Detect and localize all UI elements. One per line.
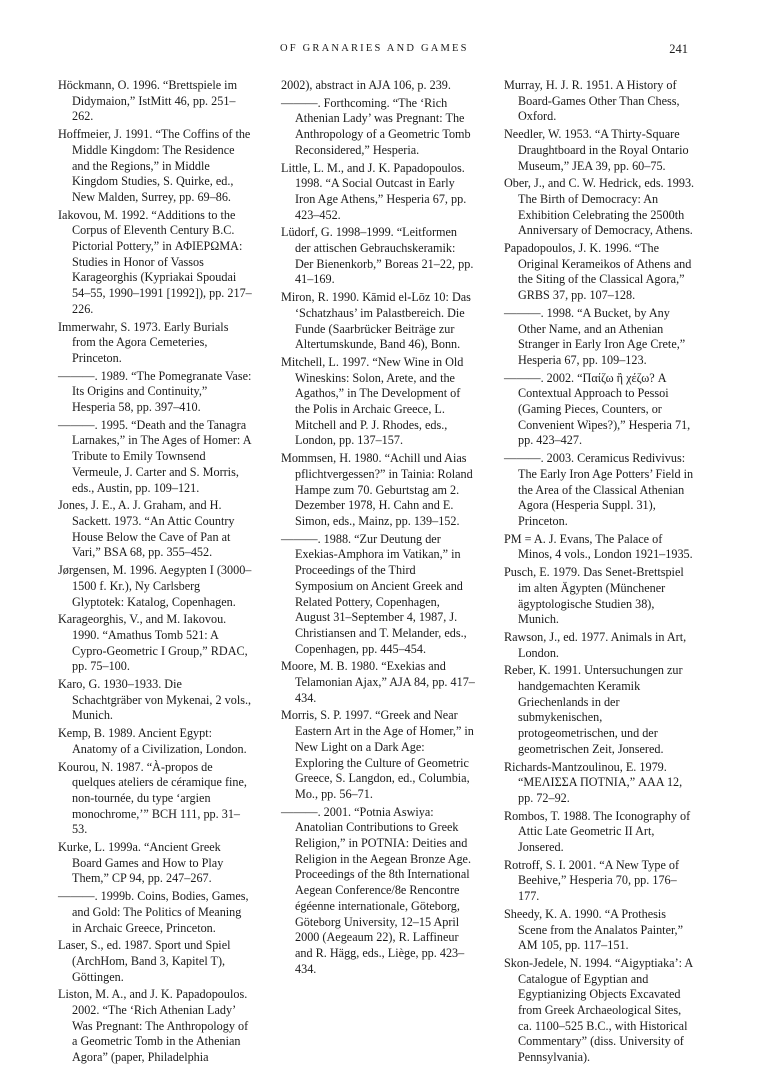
bib-entry: Immerwahr, S. 1973. Early Burials from the Agora Cemeteries, Princeton. <box>58 319 229 365</box>
bib-entry: ———. 2001. “Potnia Aswiya: Anatolian Contributions to Greek Religion,” in POTNIA: Deities and Religion in the Aegean Bronze Age. Proceedings of the 8th International Aegean Conference/8e Rencontre égéenne internationale, Göteborg, Göteborg University, 12–15 April 2000 (Aegeaum 22), R. Laffineur and R. Hägg, eds., Liège, pp. 423–434. <box>281 804 471 976</box>
bib-entry: ———. 1998. “A Bucket, by Any Other Name, and an Athenian Stranger in Early Iron Age Crete,” Hesperia 67, pp. 109–123. <box>504 305 686 367</box>
bib-entry: Rawson, J., ed. 1977. Animals in Art, London. <box>504 629 687 660</box>
bib-entry: Karageorghis, V., and M. Iakovou. 1990. “Amathus Tomb 521: A Cypro-Geometric I Group,” RDAC, pp. 75–100. <box>58 612 248 674</box>
bib-entry: ———. 1999b. Coins, Bodies, Games, and Gold: The Politics of Meaning in Archaic Greece, Princeton. <box>58 889 249 935</box>
bib-entry: Jørgensen, M. 1996. Aegypten I (3000–1500 f. Kr.), Ny Carlsberg Glyptotek: Katalog, Copenhagen. <box>58 563 252 609</box>
bib-entry: Rombos, T. 1988. The Iconography of Attic Late Geometric II Art, Jonsered. <box>504 808 691 855</box>
bib-entry: Reber, K. 1991. Untersuchungen zur handgemachten Keramik Griechenlands in der submykenischen, protogeometrischen, und der geometrischen Zeit, Jonsered. <box>504 663 683 756</box>
bib-entry: Little, L. M., and J. K. Papadopoulos. 1998. “A Social Outcast in Early Iron Age Athens,” Hesperia 67, pp. 423–452. <box>281 160 467 222</box>
page-number: 241 <box>669 42 688 56</box>
bib-entry: Jones, J. E., A. J. Graham, and H. Sackett. 1973. “An Attic Country House Below the Cave of Pan at Vari,” BSA 68, pp. 355–452. <box>58 498 235 560</box>
bib-entry: ———. Forthcoming. “The ‘Rich Athenian Lady’ was Pregnant: The Anthropology of a Geometric Tomb Reconsidered,” Hesperia. <box>281 95 471 157</box>
bib-entry: Mommsen, H. 1980. “Achill und Aias pflichtvergessen?” in Tainia: Roland Hampe zum 70. Geburtstag am 2. Dezember 1978, H. Cahn and E. Simon, eds., Mainz, pp. 139–152. <box>281 451 473 528</box>
bib-entry: Mitchell, L. 1997. “New Wine in Old Wineskins: Solon, Arete, and the Agathos,” in The Development of the Polis in Archaic Greece, L. Mitchell and P. J. Rhodes, eds., London, pp. 137–157. <box>281 354 464 448</box>
bib-entry: ———. 1988. “Zur Deutung der Exekias-Amphora im Vatikan,” in Proceedings of the Third Symposium on Ancient Greek and Related Pottery, Copenhagen, August 31–September 4, 1987, J. Christiansen and T. Melander, eds., Copenhagen, pp. 445–454. <box>281 531 467 656</box>
bib-entry: Laser, S., ed. 1987. Sport und Spiel (ArchHom, Band 3, Kapitel T), Göttingen. <box>58 938 231 984</box>
bibliography-column-1 <box>58 78 252 1068</box>
bib-entry: Hoffmeier, J. 1991. “The Coffins of the Middle Kingdom: The Residence and the Regions,” in Middle Kingdom Studies, S. Quirke, ed., New Malden, Surrey, pp. 69–86. <box>58 127 251 204</box>
page-header <box>0 43 760 63</box>
bib-entry: Iakovou, M. 1992. “Additions to the Corpus of Eleventh Century B.C. Pictorial Pottery,” in ΑΦΙΕΡΩΜΑ: Studies in Honor of Vassos Karageorghis (Kypriakai Spoudai 54–55, 1990–1991 [1992]), pp. 217–226. <box>58 207 252 316</box>
bib-entry: PM = A. J. Evans, The Palace of Minos, 4 vols., London 1921–1935. <box>504 531 693 562</box>
bib-entry: Papadopoulos, J. K. 1996. “The Original Kerameikos of Athens and the Siting of the Classical Agora,” GRBS 37, pp. 107–128. <box>504 241 692 303</box>
bib-entry: Höckmann, O. 1996. “Brettspiele im Didymaion,” IstMitt 46, pp. 251–262. <box>58 78 238 124</box>
bib-entry: Kurke, L. 1999a. “Ancient Greek Board Games and How to Play Them,” CP 94, pp. 247–267. <box>58 840 224 886</box>
bib-entry: Sheedy, K. A. 1990. “A Prothesis Scene from the Analatos Painter,” AM 105, pp. 117–151. <box>504 906 684 953</box>
bib-entry: Moore, M. B. 1980. “Exekias and Telamonian Ajax,” AJA 84, pp. 417–434. <box>281 659 475 705</box>
bib-entry: Lüdorf, G. 1998–1999. “Leitformen der attischen Gebrauchskeramik: Der Bienenkorb,” Boreas 21–22, pp. 41–169. <box>281 225 474 287</box>
bib-entry: ———. 2002. “Παίζω ἢ χέζω? A Contextual Approach to Pessoi (Gaming Pieces, Counters, or Convenient Wipes?),” Hesperia 71, pp. 423–427. <box>504 370 691 448</box>
bib-entry: Liston, M. A., and J. K. Papadopoulos. 2002. “The ‘Rich Athenian Lady’ Was Pregnant: The Anthropology of a Geometric Tomb in the Athenian Agora” (paper, Philadelphia <box>58 987 249 1065</box>
bib-entry: Miron, R. 1990. Kāmid el-Lōz 10: Das ‘Schatzhaus’ im Palastbereich. Die Funde (Saarbrücker Beiträge zur Altertumskunde, Band 46), Bonn. <box>281 290 471 352</box>
running-head: OF GRANARIES AND GAMES <box>280 43 469 54</box>
bib-entry: ———. 1989. “The Pomegranate Vase: Its Origins and Continuity,” Hesperia 58, pp. 397–410. <box>58 368 252 415</box>
bib-entry: Needler, W. 1953. “A Thirty-Square Draughtboard in the Royal Ontario Museum,” JEA 39, pp. 60–75. <box>504 127 689 173</box>
bibliography-column-2 <box>281 78 475 979</box>
bib-entry: Rotroff, S. I. 2001. “A New Type of Beehive,” Hesperia 70, pp. 176–177. <box>504 857 680 904</box>
bib-entry: ———. 1995. “Death and the Tanagra Larnakes,” in The Ages of Homer: A Tribute to Emily Townsend Vermeule, J. Carter and S. Morris, eds., Austin, pp. 109–121. <box>58 417 251 495</box>
bib-entry: 2002), abstract in AJA 106, p. 239. <box>281 78 451 92</box>
bib-entry: ———. 2003. Ceramicus Redivivus: The Early Iron Age Potters’ Field in the Area of the Classical Athenian Agora (Hesperia Suppl. 31), Princeton. <box>504 451 694 528</box>
bib-entry: Pusch, E. 1979. Das Senet-Brettspiel im alten Ägypten (Münchener ägyptologische Studien 38), Munich. <box>504 565 684 627</box>
bib-entry: Ober, J., and C. W. Hedrick, eds. 1993. The Birth of Democracy: An Exhibition Celebrating the 2500th Anniversary of Democracy, Athens. <box>504 176 695 238</box>
bibliography-column-3 <box>504 78 698 1068</box>
bib-entry: Karo, G. 1930–1933. Die Schachtgräber von Mykenai, 2 vols., Munich. <box>58 677 252 723</box>
bib-entry: Kourou, N. 1987. “À-propos de quelques ateliers de céramique fine, non-tournée, du type ‘argien monochrome,’” BCH 111, pp. 31–53. <box>58 759 247 837</box>
bib-entry: Morris, S. P. 1997. “Greek and Near Eastern Art in the Age of Homer,” in New Light on a Dark Age: Exploring the Culture of Geometric Greece, S. Langdon, ed., Columbia, Mo., pp. 56–71. <box>281 708 474 801</box>
bib-entry: Kemp, B. 1989. Ancient Egypt: Anatomy of a Civilization, London. <box>58 726 247 756</box>
bib-entry: Murray, H. J. R. 1951. A History of Board-Games Other Than Chess, Oxford. <box>504 78 680 124</box>
bib-entry: Skon-Jedele, N. 1994. “Aigyptiaka’: A Catalogue of Egyptian and Egyptianizing Objects Excavated from Greek Archaeological Sites, ca. 1100–525 B.C., with Historical Commentary” (diss. University of Pennsylvania). <box>504 955 693 1065</box>
bib-entry: Richards-Mantzoulinou, E. 1979. “ΜΕΛΙΣΣΑ ΠΟΤΝΙΑ,” AAA 12, pp. 72–92. <box>504 759 683 805</box>
